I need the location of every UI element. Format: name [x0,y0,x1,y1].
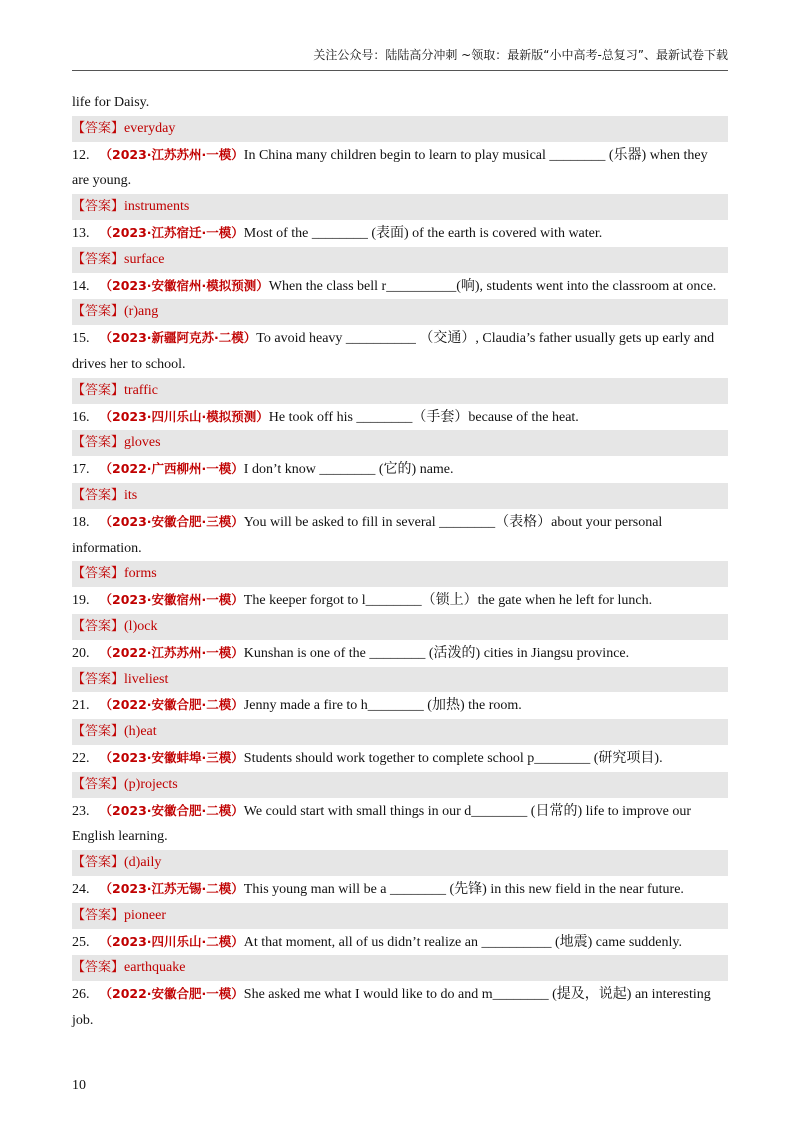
answer-label: 【答案】 [72,960,125,976]
question-number: 13. [72,225,90,241]
question-number: 17. [72,462,90,478]
question-item [72,220,728,247]
question-source: （2023·安徽宿州·一模） [99,592,244,608]
answer-row [72,772,728,798]
answer-label: 【答案】 [72,724,125,740]
question-source: （2022·江苏苏州·一模） [99,644,244,660]
answer-value: (d)aily [124,855,162,871]
answer-row [72,299,728,325]
answer-row [72,667,728,693]
question-number: 12. [72,147,90,163]
question-source: （2023·四川乐山·二模） [99,933,244,949]
answer-row [72,561,728,587]
question-source: （2022·安徽合肥·一模） [99,986,244,1002]
answer-value: (r)ang [124,304,159,320]
answer-value: forms [124,566,157,582]
question-text: This young man will be a ________ (先锋) in this new field in the near future. [243,881,684,897]
answer-value: traffic [124,382,158,398]
answer-row [72,247,728,273]
question-number: 22. [72,750,90,766]
question-source: （2023·四川乐山·模拟预测） [99,408,269,424]
question-item [72,273,728,300]
answer-value: (p)rojects [124,776,178,792]
answer-label: 【答案】 [72,855,125,871]
question-text: The keeper forgot to l________（锁上）the gate when he left for lunch. [243,593,653,609]
question-text: Kunshan is one of the ________ (活泼的) cities in Jiangsu province. [243,645,630,661]
question-source: （2023·江苏宿迁·一模） [99,224,244,240]
question-text: When the class bell r__________(响), students went into the classroom at once. [268,278,717,294]
answer-row [72,850,728,876]
answer-label: 【答案】 [72,618,125,634]
answer-label: 【答案】 [72,199,125,215]
question-item [72,587,728,614]
question-text: He took off his ________（手套）because of the heat. [268,409,579,425]
header-divider [72,70,728,71]
question-item [72,981,728,1034]
answer-label: 【答案】 [72,487,125,503]
question-list [72,142,728,1034]
question-text: Students should work together to complete school p________ (研究项目). [243,750,663,766]
question-text: We could start with small things in our d________ (日常的) life to improve our English learning. [72,803,691,845]
exercise-content [72,90,728,1034]
question-item [72,876,728,903]
answer-label: 【答案】 [72,435,125,451]
question-item [72,456,728,483]
answer-value: (h)eat [124,724,157,740]
answer-value: everyday [124,120,176,136]
question-number: 26. [72,987,90,1003]
question-number: 14. [72,278,90,294]
question-text: You will be asked to fill in several ________（表格）about your personal information. [72,514,663,556]
page-number: 10 [72,1078,86,1093]
answer-row [72,430,728,456]
answer-row [72,194,728,220]
question-number: 21. [72,698,90,714]
answer-value: its [124,487,138,503]
question-item [72,142,728,195]
answer-row [72,955,728,981]
question-text: Most of the ________ (表面) of the earth is covered with water. [243,225,603,241]
answer-label: 【答案】 [72,382,125,398]
question-item [72,404,728,431]
answer-label: 【答案】 [72,671,125,687]
question-number: 18. [72,514,90,530]
answer-label: 【答案】 [72,304,125,320]
answer-row [72,483,728,509]
question-item [72,509,728,562]
continued-text: life for Daisy. [72,95,150,110]
answer-value: gloves [124,435,161,451]
answer-value: (l)ock [124,618,158,634]
answer-row [72,378,728,404]
answer-value: pioneer [124,907,166,923]
question-item [72,325,728,378]
answer-row [72,903,728,929]
question-source: （2023·新疆阿克苏·二模） [99,330,257,346]
answer-label: 【答案】 [72,776,125,792]
question-text: At that moment, all of us didn’t realize an __________ (地震) came suddenly. [243,934,682,950]
question-item [72,640,728,667]
question-source: （2023·安徽宿州·模拟预测） [99,277,269,293]
question-item [72,692,728,719]
question-item [72,798,728,851]
page-header: 关注公众号：陆陆高分冲刺 ~领取：最新版“小中高考-总复习”、最新试卷下载 [313,48,728,62]
question-text: I don’t know ________ (它的) name. [243,462,454,478]
answer-row [72,719,728,745]
answer-row [72,116,728,142]
answer-value: earthquake [124,960,186,976]
question-source: （2023·江苏无锡·二模） [99,880,244,896]
answer-value: surface [124,251,165,267]
question-source: （2022·安徽合肥·二模） [99,697,244,713]
question-number: 19. [72,593,90,609]
question-number: 23. [72,803,90,819]
question-item [72,745,728,772]
question-number: 20. [72,645,90,661]
question-text: In China many children begin to learn to play musical ________ (乐器) when they are young. [72,147,708,189]
answer-label: 【答案】 [72,566,125,582]
question-number: 25. [72,934,90,950]
question-source: （2023·安徽合肥·二模） [99,802,244,818]
answer-row [72,614,728,640]
answer-label: 【答案】 [72,120,125,136]
question-text: Jenny made a fire to h________ (加热) the room. [243,698,522,714]
answer-label: 【答案】 [72,907,125,923]
question-text: She asked me what I would like to do and m________ (提及，说起) an interesting job. [72,987,711,1028]
answer-value: liveliest [124,671,169,687]
question-number: 15. [72,331,90,347]
question-source: （2023·江苏苏州·一模） [99,146,244,162]
question-source: （2023·安徽合肥·三模） [99,513,244,529]
answer-value: instruments [124,199,190,215]
question-item [72,929,728,956]
answer-label: 【答案】 [72,251,125,267]
question-source: （2023·安徽蚌埠·三模） [99,749,244,765]
question-source: （2022·广西柳州·一模） [99,461,244,477]
question-number: 16. [72,409,90,425]
question-number: 24. [72,881,90,897]
question-text: To avoid heavy __________ （交通）, Claudia’s father usually gets up early and drives her to school. [72,331,715,372]
